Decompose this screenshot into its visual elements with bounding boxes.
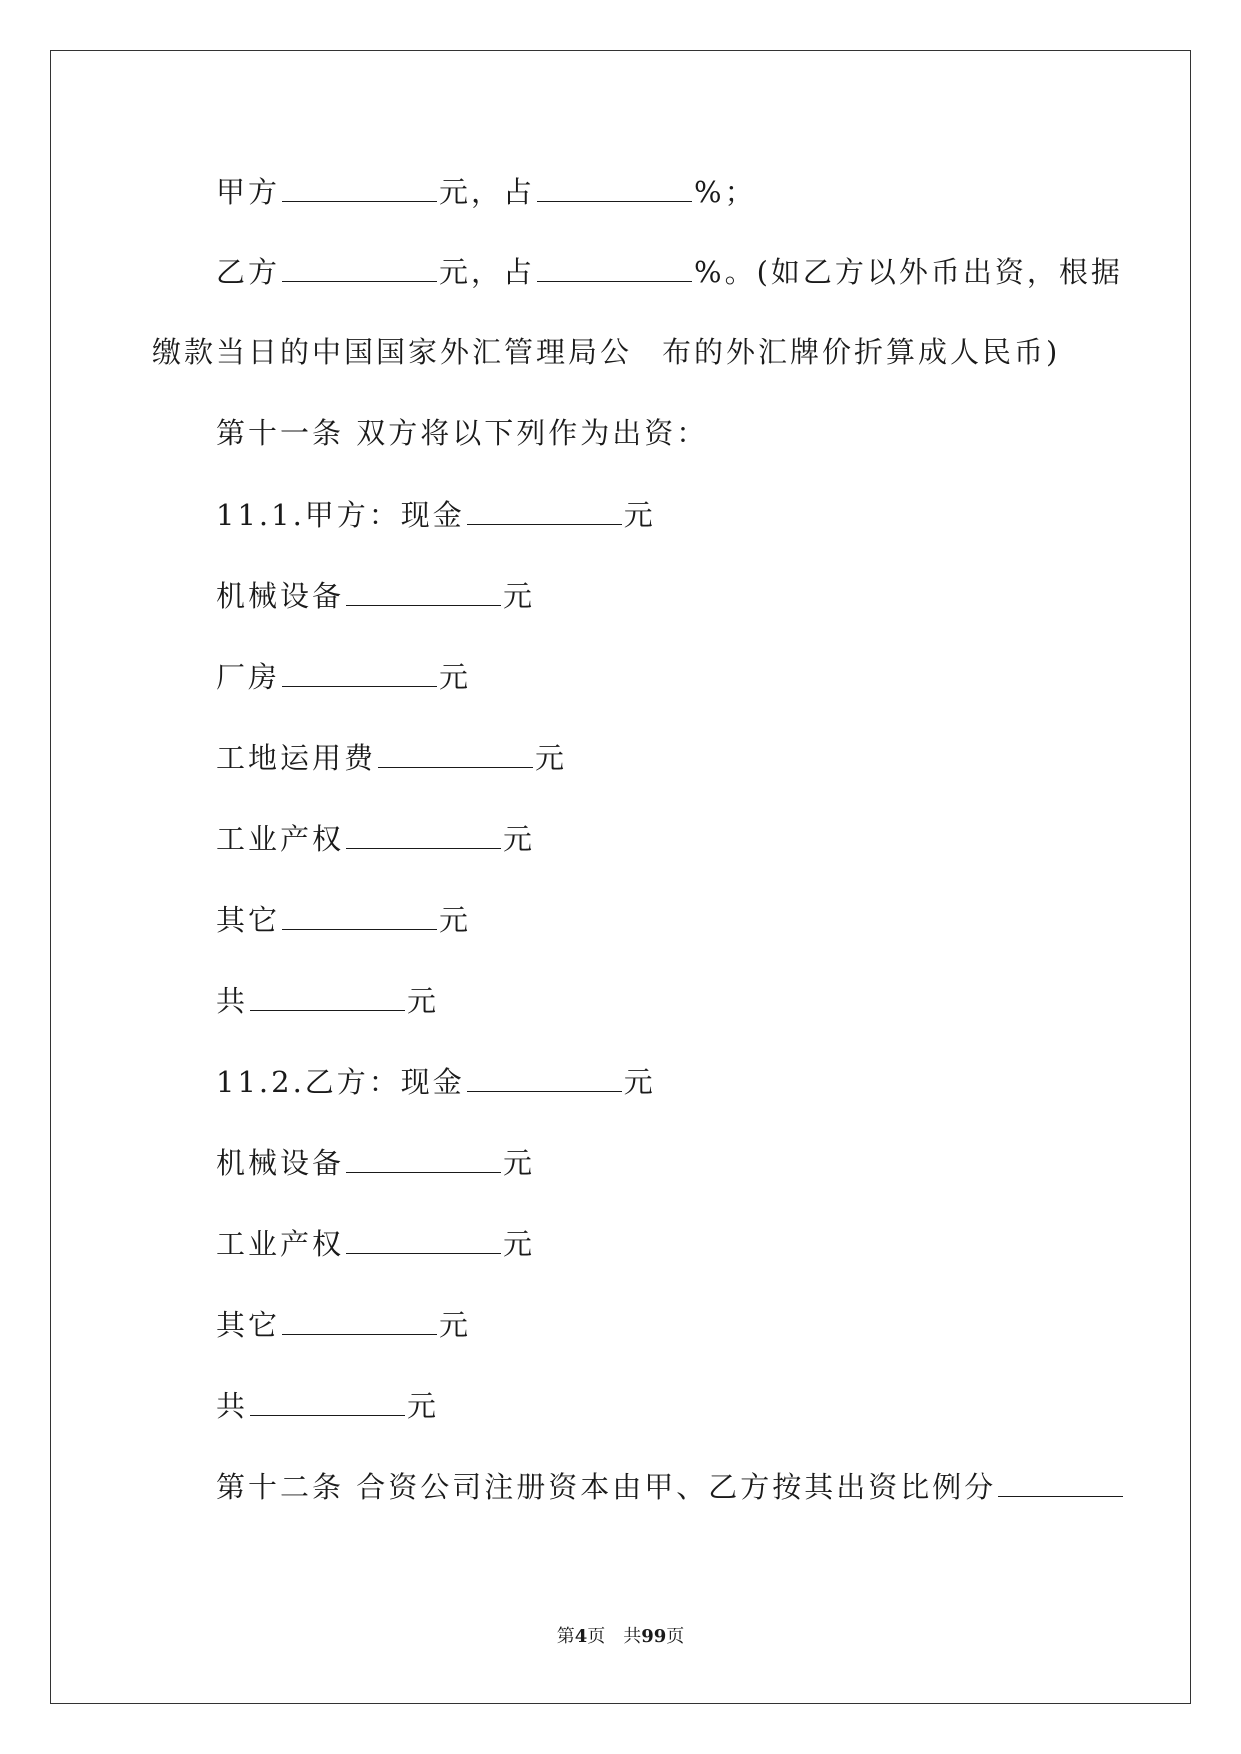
line-a-cash bbox=[216, 494, 656, 535]
text: 其它 bbox=[216, 903, 281, 937]
text: 元 bbox=[623, 498, 656, 532]
blank-field[interactable] bbox=[467, 494, 622, 525]
page-frame bbox=[50, 50, 1191, 1704]
text: 元 bbox=[439, 660, 472, 694]
line-b-total bbox=[216, 1385, 439, 1426]
line-party-a-share bbox=[216, 171, 757, 212]
blank-field[interactable] bbox=[282, 656, 437, 687]
text: 乙方 bbox=[216, 255, 281, 289]
blank-field[interactable] bbox=[346, 1223, 501, 1254]
line-exchange-note bbox=[152, 332, 1060, 372]
line-b-cash bbox=[216, 1061, 656, 1102]
text: 元 bbox=[535, 741, 568, 775]
text: 元 bbox=[503, 1227, 536, 1261]
text: 元 bbox=[439, 1308, 472, 1342]
blank-field[interactable] bbox=[467, 1061, 622, 1092]
text: 元，占 bbox=[439, 255, 536, 289]
text: 元 bbox=[407, 1389, 440, 1423]
line-b-machinery bbox=[216, 1142, 535, 1183]
text: 其它 bbox=[216, 1308, 281, 1342]
article-12-line bbox=[216, 1466, 1123, 1507]
blank-field[interactable] bbox=[346, 818, 501, 849]
blank-field[interactable] bbox=[537, 171, 692, 202]
total-suffix: 页 bbox=[666, 1626, 685, 1647]
line-party-b-share bbox=[216, 251, 1123, 292]
blank-field[interactable] bbox=[998, 1466, 1123, 1497]
blank-field[interactable] bbox=[282, 899, 437, 930]
line-a-plant bbox=[216, 656, 471, 697]
blank-field[interactable] bbox=[282, 171, 437, 202]
page-number: 4 bbox=[574, 1626, 588, 1647]
line-a-other bbox=[216, 899, 471, 940]
blank-field[interactable] bbox=[378, 737, 533, 768]
line-a-total bbox=[216, 980, 439, 1021]
line-a-site-fee bbox=[216, 737, 567, 778]
page-footer bbox=[0, 1625, 1241, 1649]
text: 机械设备 bbox=[216, 1146, 345, 1180]
blank-field[interactable] bbox=[282, 1304, 437, 1335]
text: 工地运用费 bbox=[216, 741, 377, 775]
line-a-ip bbox=[216, 818, 535, 859]
text: 元，占 bbox=[439, 175, 536, 209]
total-prefix: 共 bbox=[623, 1626, 642, 1647]
page-suffix: 页 bbox=[587, 1626, 606, 1647]
text: 机械设备 bbox=[216, 579, 345, 613]
text: 共 bbox=[216, 984, 249, 1018]
text: %。(如乙方以外币出资，根据 bbox=[694, 255, 1123, 289]
blank-field[interactable] bbox=[537, 251, 692, 282]
text: 工业产权 bbox=[216, 1227, 345, 1261]
text: 厂房 bbox=[216, 660, 281, 694]
text: 元 bbox=[503, 579, 536, 613]
text: 元 bbox=[407, 984, 440, 1018]
blank-field[interactable] bbox=[250, 1385, 405, 1416]
text: 11.2.乙方：现金 bbox=[216, 1065, 465, 1099]
text: 工业产权 bbox=[216, 822, 345, 856]
text: 甲方 bbox=[216, 175, 281, 209]
text: 布的外汇牌价折算成人民币) bbox=[662, 335, 1061, 369]
text: 第十二条 合资公司注册资本由甲、乙方按其出资比例分 bbox=[216, 1470, 997, 1504]
page-prefix: 第 bbox=[556, 1626, 575, 1647]
text: 元 bbox=[623, 1065, 656, 1099]
text: %； bbox=[694, 175, 757, 209]
text: 共 bbox=[216, 1389, 249, 1423]
line-b-other bbox=[216, 1304, 471, 1345]
blank-field[interactable] bbox=[250, 980, 405, 1011]
text: 缴款当日的中国国家外汇管理局公 bbox=[152, 335, 633, 369]
text: 第十一条 双方将以下列作为出资： bbox=[216, 416, 709, 450]
text: 元 bbox=[503, 822, 536, 856]
blank-field[interactable] bbox=[346, 1142, 501, 1173]
text: 元 bbox=[439, 903, 472, 937]
blank-field[interactable] bbox=[346, 575, 501, 606]
line-a-machinery bbox=[216, 575, 535, 616]
text: 元 bbox=[503, 1146, 536, 1180]
article-11-heading bbox=[216, 413, 708, 453]
text: 11.1.甲方：现金 bbox=[216, 498, 465, 532]
blank-field[interactable] bbox=[282, 251, 437, 282]
total-pages: 99 bbox=[641, 1626, 667, 1647]
line-b-ip bbox=[216, 1223, 535, 1264]
